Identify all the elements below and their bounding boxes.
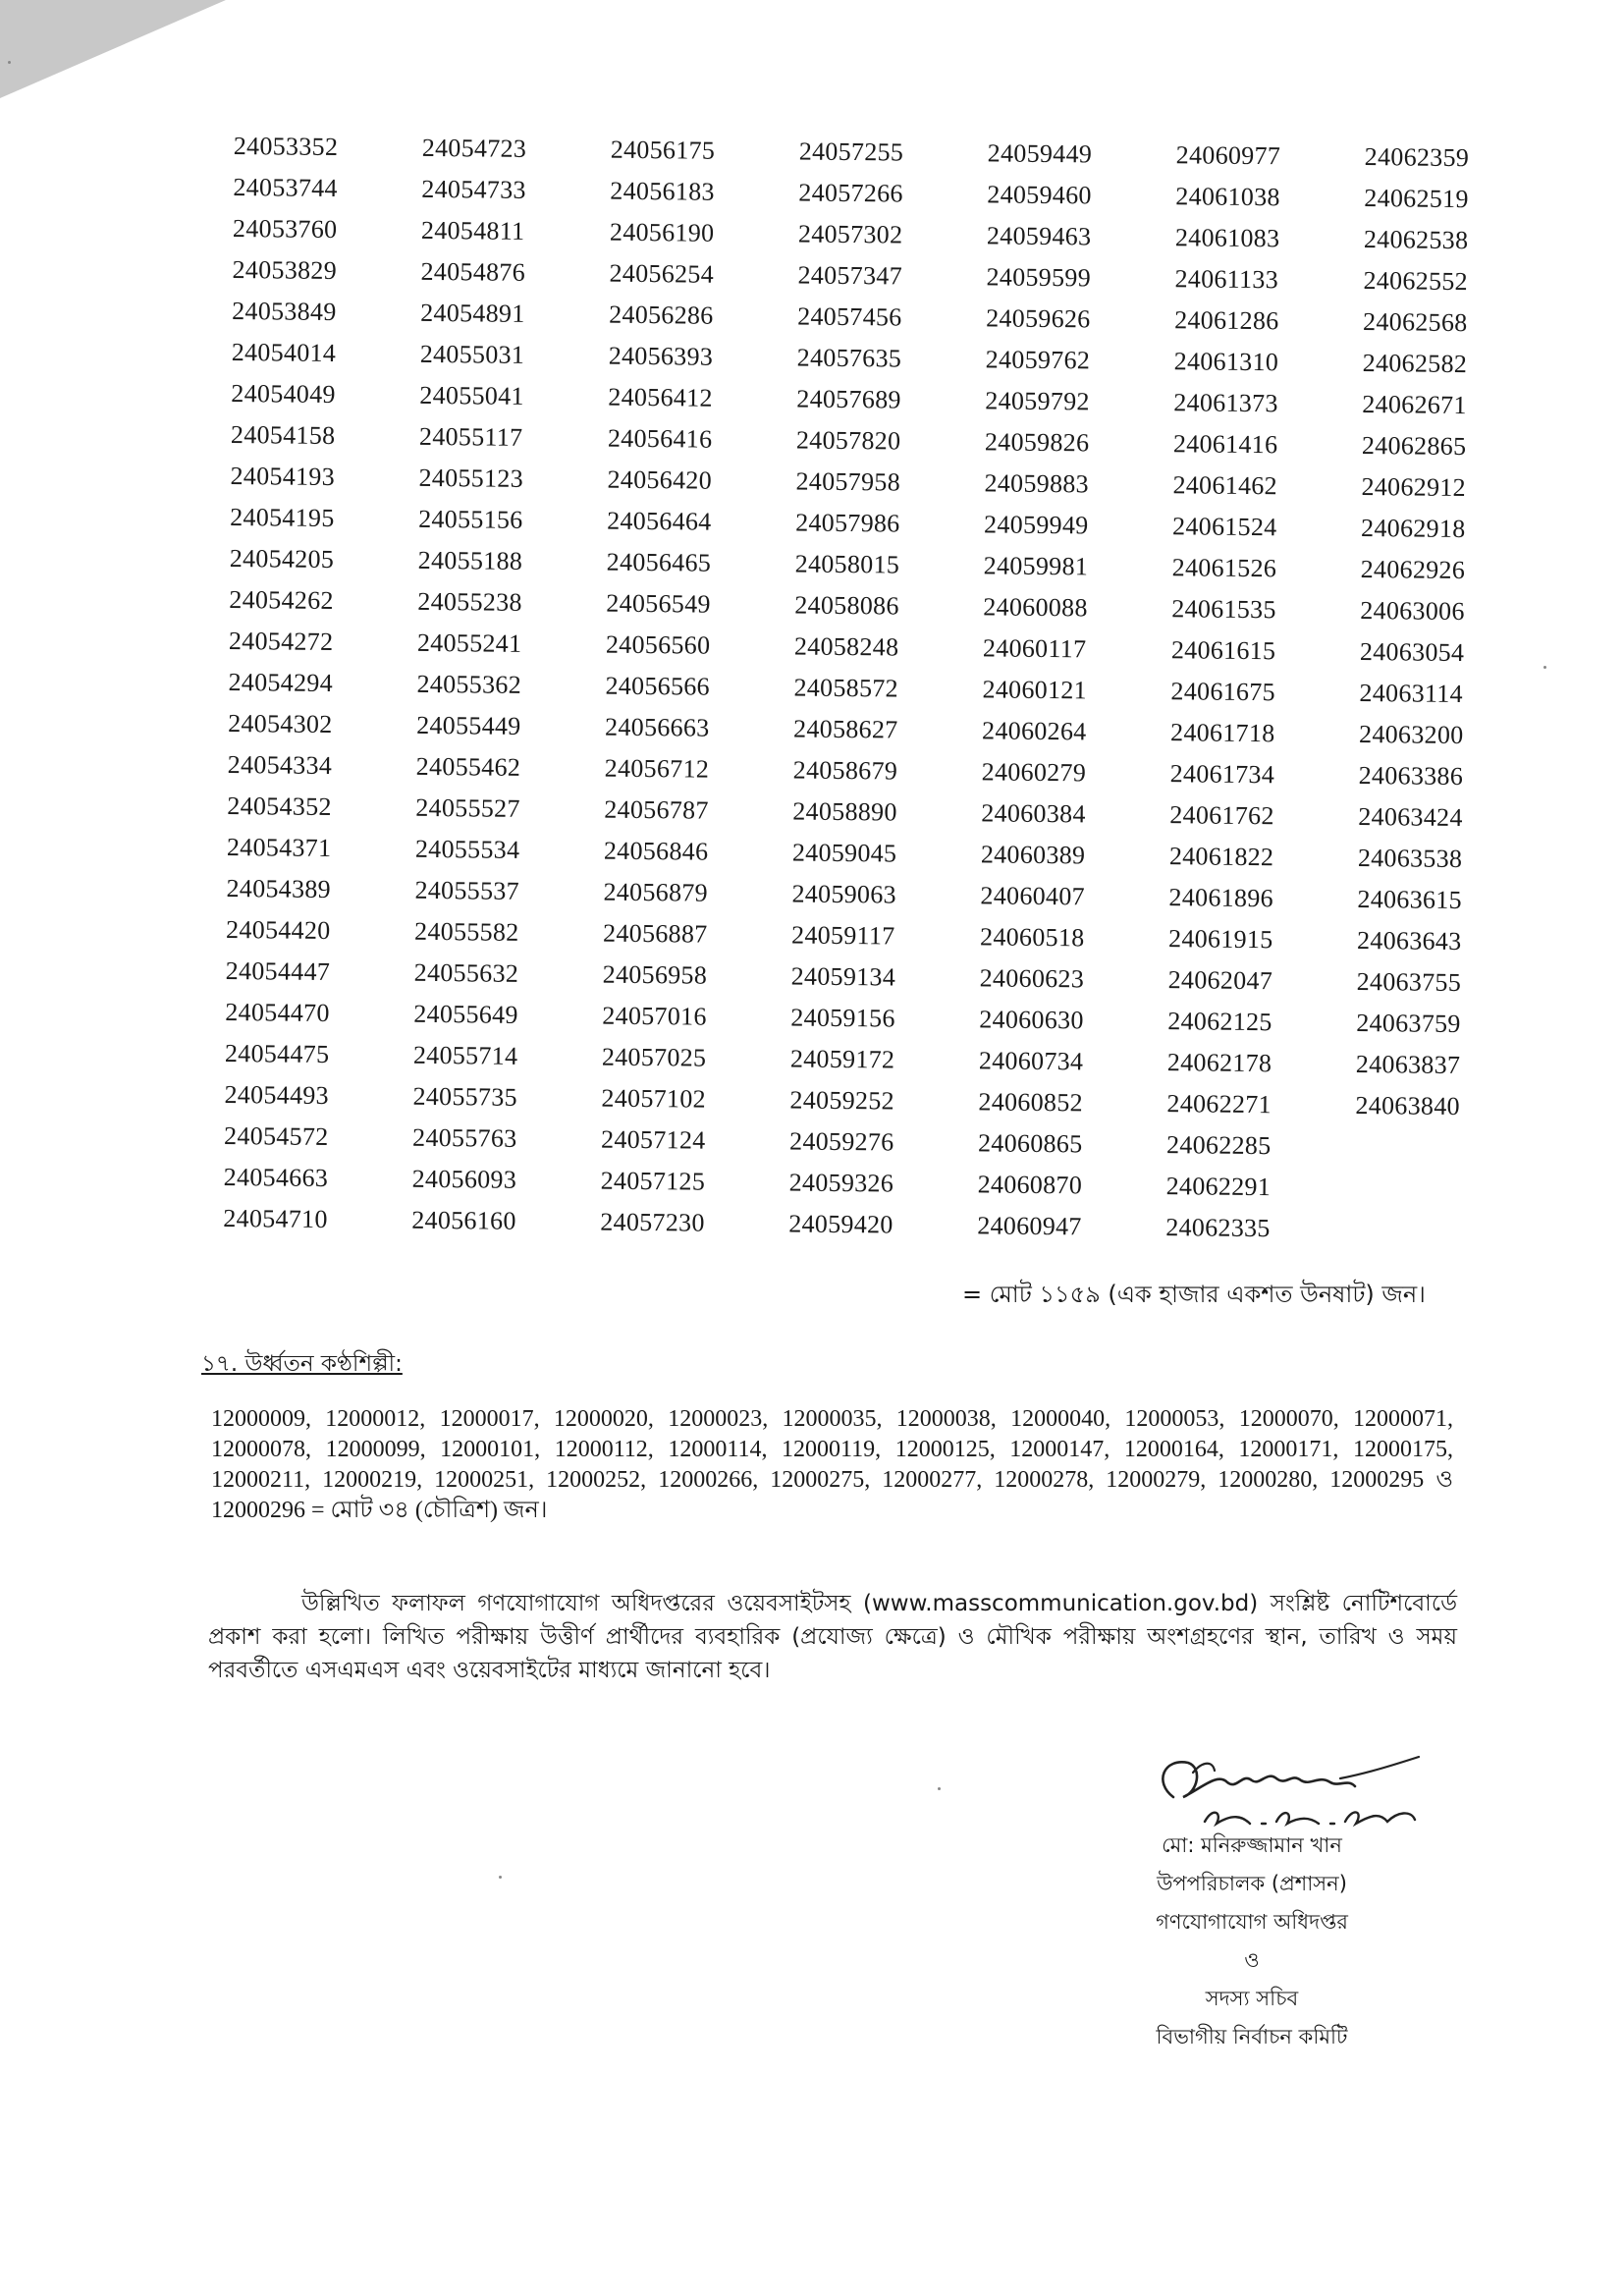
roll-column	[223, 126, 422, 1241]
roll-number: 24060623	[979, 963, 1085, 994]
roll-number: 24053829	[232, 254, 338, 286]
signatory-designation: উপপরিচালক (প্রশাসন)	[1157, 1872, 1347, 1895]
signature-block	[1090, 1827, 1414, 2056]
roll-number: 24059599	[986, 262, 1092, 293]
signatory-conjunction: ও	[1244, 1948, 1260, 1972]
roll-number: 24062552	[1363, 266, 1469, 297]
roll-number: 24053760	[232, 213, 338, 245]
roll-number: 24055462	[415, 751, 521, 782]
roll-number: 24056254	[609, 258, 715, 289]
roll-number: 24057124	[600, 1124, 706, 1155]
roll-number: 24054205	[229, 543, 335, 574]
roll-number: 24061734	[1169, 759, 1275, 790]
roll-number: 24063006	[1360, 596, 1465, 627]
roll-number: 24063643	[1356, 926, 1462, 956]
roll-number: 24059156	[790, 1003, 895, 1033]
signatory-committee: বিভাগীয় নির্বাচন কমিটি	[1156, 2025, 1348, 2048]
roll-number: 24058679	[792, 755, 898, 786]
roll-number: 24054572	[223, 1120, 329, 1151]
roll-number: 24057255	[798, 137, 904, 167]
roll-number: 24054193	[230, 461, 336, 492]
page-fold-shadow	[0, 0, 226, 98]
roll-number: 24053849	[232, 296, 337, 327]
roll-column	[411, 128, 611, 1243]
roll-number-table	[223, 126, 1553, 1252]
roll-number: 24061524	[1171, 512, 1277, 542]
roll-number: 24057302	[797, 219, 903, 249]
roll-number: 24056958	[602, 959, 708, 990]
roll-number: 24055714	[412, 1040, 518, 1070]
roll-number: 24060407	[980, 881, 1086, 911]
notice-paragraph: উল্লিখিত ফলাফল গণযোগাযোগ অধিদপ্তরের ওয়েবসাইটসহ (www.masscommunication.gov.bd) সংশ্লিষ্ট নোটিশবোর্ডে প্রকাশ করা হলো। লিখিত পরীক্ষায় উত্তীর্ণ প্রার্থীদের ব্যবহারিক (প্রযোজ্য ক্ষেত্রে) ও মৌখিক পরীক্ষায় অংশগ্রহণের স্থান, তারিখ ও সময় পরবর্তীতে এসএমএস এবং ওয়েবসাইটের মাধ্যমে জানানো হবে।	[208, 1591, 1457, 1683]
roll-number: 24057347	[797, 260, 903, 291]
roll-number: 24061526	[1171, 553, 1277, 583]
roll-number: 24058627	[792, 714, 898, 744]
roll-column	[600, 130, 799, 1245]
roll-number: 24058015	[794, 549, 900, 579]
roll-number: 24055582	[413, 916, 519, 947]
signatory-name: মো: মনিরুজ্জামান খান	[1162, 1833, 1342, 1857]
roll-number: 24056160	[411, 1205, 516, 1235]
roll-number: 24062285	[1165, 1130, 1272, 1161]
roll-number: 24059981	[983, 551, 1089, 581]
roll-number: 24061675	[1170, 677, 1276, 707]
roll-number: 24063200	[1358, 720, 1464, 750]
roll-number: 24053744	[233, 172, 338, 203]
roll-number: 24054470	[225, 997, 330, 1027]
roll-number: 24056887	[602, 918, 708, 949]
roll-number: 24063755	[1356, 967, 1462, 998]
roll-number: 24062926	[1360, 555, 1466, 585]
roll-number: 24056412	[608, 382, 713, 412]
roll-number: 24060947	[977, 1211, 1082, 1241]
roll-number: 24061822	[1168, 842, 1274, 872]
roll-number: 24054733	[421, 174, 526, 204]
roll-number: 24059045	[791, 838, 897, 868]
roll-number: 24057689	[796, 384, 901, 414]
roll-number: 24063837	[1355, 1050, 1461, 1080]
roll-number: 24062271	[1166, 1089, 1272, 1120]
roll-number: 24056393	[608, 341, 714, 371]
roll-number: 24063538	[1357, 844, 1463, 874]
roll-number: 24062178	[1166, 1048, 1272, 1078]
roll-number: 24062912	[1361, 472, 1467, 503]
roll-number: 24059449	[987, 138, 1093, 169]
roll-number: 24062865	[1361, 431, 1467, 462]
roll-number: 24063424	[1358, 802, 1463, 833]
roll-number: 24054158	[230, 419, 336, 451]
roll-number: 24062918	[1360, 514, 1466, 544]
roll-number: 24058572	[793, 673, 899, 703]
roll-number: 24063114	[1359, 679, 1464, 709]
roll-number: 24054663	[223, 1162, 329, 1192]
roll-number: 24060389	[980, 840, 1086, 870]
roll-number: 24056712	[604, 753, 710, 784]
roll-number: 24056093	[411, 1164, 517, 1194]
roll-number: 24059276	[788, 1126, 894, 1157]
roll-number: 24055241	[416, 628, 522, 658]
roll-number: 24059626	[986, 303, 1091, 334]
roll-number: 24062582	[1362, 349, 1468, 379]
roll-number: 24057820	[795, 425, 901, 456]
roll-number: 24055156	[418, 504, 523, 534]
section-heading: ১৭. উর্ধ্বতন কণ্ঠশিল্পী:	[201, 1351, 403, 1377]
roll-number: 24053352	[233, 131, 339, 162]
roll-number: 24055534	[414, 834, 520, 864]
roll-number: 24059172	[789, 1044, 895, 1074]
roll-number: 24063759	[1356, 1009, 1461, 1039]
roll-number: 24059826	[984, 427, 1090, 458]
roll-number: 24057958	[795, 466, 901, 497]
roll-number: 24061083	[1174, 223, 1280, 253]
signatory-role: সদস্য সচিব	[1205, 1987, 1299, 2010]
roll-number: 24061286	[1174, 305, 1279, 336]
roll-number: 24060852	[978, 1087, 1084, 1118]
roll-number: 24060121	[982, 675, 1088, 705]
roll-number: 24056464	[607, 506, 712, 536]
roll-number: 24057230	[600, 1207, 705, 1237]
roll-number: 24054723	[421, 133, 527, 163]
roll-number: 24058890	[792, 796, 897, 827]
roll-number: 24054294	[228, 667, 334, 697]
roll-number: 24056846	[603, 836, 709, 866]
roll-number: 24056416	[607, 423, 713, 454]
roll-number: 24054475	[224, 1038, 330, 1068]
roll-number: 24060977	[1175, 140, 1281, 171]
roll-number: 24057635	[796, 343, 902, 373]
roll-number: 24056560	[605, 629, 711, 660]
roll-number: 24054710	[223, 1203, 328, 1233]
roll-number: 24054389	[226, 873, 332, 903]
roll-number: 24054371	[226, 832, 332, 862]
roll-number: 24062568	[1362, 307, 1468, 338]
roll-number: 24062519	[1364, 184, 1469, 214]
roll-number: 24057456	[797, 301, 902, 332]
roll-number: 24062335	[1165, 1213, 1271, 1243]
roll-number: 24059762	[985, 345, 1091, 375]
total-count: = মোট ১১৫৯ (এক হাজার একশত উনষাট) জন।	[962, 1281, 1426, 1308]
roll-number: 24056787	[604, 794, 709, 825]
roll-number: 24060630	[979, 1005, 1084, 1035]
roll-number: 24063840	[1355, 1091, 1461, 1121]
scan-speck	[8, 61, 11, 64]
roll-number: 24059883	[984, 468, 1090, 499]
roll-number: 24054811	[420, 215, 525, 246]
roll-number: 24054891	[420, 298, 525, 328]
roll-number: 24059420	[788, 1209, 893, 1239]
roll-number: 24062047	[1167, 965, 1273, 996]
roll-number: 24061615	[1170, 635, 1276, 666]
roll-number: 24059463	[986, 221, 1092, 251]
roll-number: 24059326	[788, 1168, 894, 1198]
roll-number: 24061915	[1167, 924, 1273, 955]
roll-number: 24061718	[1169, 718, 1275, 748]
roll-number: 24055537	[414, 875, 520, 905]
roll-number: 24055649	[413, 999, 518, 1029]
roll-number: 24061373	[1173, 388, 1278, 418]
roll-number: 24054272	[228, 626, 334, 656]
roll-number: 24056420	[607, 464, 713, 495]
roll-number: 24060088	[983, 592, 1088, 623]
roll-number: 24062671	[1362, 390, 1467, 420]
roll-number: 24055117	[418, 421, 523, 452]
roll-number: 24054195	[230, 502, 335, 533]
roll-number: 24062538	[1363, 225, 1469, 255]
roll-number: 24055763	[411, 1122, 517, 1153]
roll-number: 24060384	[981, 798, 1086, 829]
roll-number: 24055123	[418, 463, 524, 493]
roll-number: 24057102	[601, 1083, 707, 1114]
roll-number: 24056465	[606, 547, 712, 577]
signatory-office: গণযোগাযোগ অধিদপ্তর	[1156, 1910, 1348, 1934]
roll-number: 24061133	[1174, 264, 1279, 295]
roll-number: 24055527	[415, 792, 520, 823]
roll-number: 24054302	[228, 708, 333, 738]
roll-number: 24060264	[981, 716, 1087, 746]
roll-number: 24059460	[987, 180, 1092, 210]
roll-number: 24061416	[1172, 429, 1278, 460]
roll-number: 24054493	[224, 1079, 330, 1110]
roll-number: 24055238	[417, 586, 522, 617]
roll-number: 24055735	[412, 1081, 518, 1112]
roll-number: 24060734	[978, 1046, 1084, 1076]
roll-number: 24061762	[1169, 800, 1274, 831]
roll-number: 24062291	[1165, 1172, 1272, 1202]
roll-number: 24055632	[413, 957, 519, 988]
roll-number: 24061535	[1171, 594, 1276, 625]
roll-number: 24062125	[1167, 1007, 1272, 1037]
roll-number: 24055031	[419, 339, 525, 369]
roll-number: 24061038	[1175, 182, 1280, 212]
roll-number: 24054014	[231, 337, 337, 368]
roll-number: 24059134	[790, 961, 896, 992]
roll-column	[1354, 137, 1553, 1252]
roll-number: 24059949	[984, 510, 1089, 540]
roll-number: 24056566	[605, 671, 711, 701]
roll-number: 24060117	[982, 633, 1087, 664]
roll-column	[788, 132, 988, 1247]
roll-number: 24054352	[227, 791, 332, 821]
roll-number: 24057025	[601, 1042, 707, 1072]
roll-number: 24056190	[609, 217, 715, 247]
roll-number: 24055362	[416, 669, 522, 699]
roll-number: 24059792	[985, 386, 1090, 416]
roll-number: 24060518	[979, 922, 1085, 953]
roll-number: 24056286	[609, 300, 714, 330]
roll-number: 24054049	[231, 378, 336, 410]
roll-number: 24058248	[793, 631, 899, 662]
roll-number: 24054876	[420, 256, 526, 287]
roll-number: 24061896	[1168, 883, 1274, 913]
scan-speck	[938, 1787, 941, 1790]
roll-number: 24061310	[1173, 347, 1279, 377]
roll-column	[1165, 135, 1365, 1250]
roll-number: 24057986	[795, 508, 900, 538]
roll-number: 24054334	[227, 749, 333, 780]
roll-number: 24055041	[419, 380, 524, 410]
roll-number: 24060279	[981, 757, 1087, 788]
roll-number: 24063386	[1358, 761, 1464, 792]
roll-number: 24056183	[610, 176, 715, 206]
roll-number: 24059252	[789, 1085, 895, 1116]
roll-number: 24055449	[416, 710, 521, 740]
roll-number: 24061462	[1172, 470, 1278, 501]
roll-number: 24063615	[1357, 885, 1463, 915]
roll-number: 24054262	[229, 584, 334, 615]
handwritten-signature	[1144, 1743, 1438, 1836]
scan-speck	[499, 1876, 502, 1879]
roll-number: 24062359	[1364, 142, 1470, 173]
roll-number: 24056549	[606, 588, 711, 619]
roll-number: 24060865	[977, 1128, 1083, 1159]
roll-number: 24056663	[605, 712, 710, 742]
roll-number: 24057125	[600, 1166, 706, 1196]
roll-number: 24060870	[977, 1170, 1083, 1200]
roll-number: 24054447	[225, 956, 331, 986]
roll-column	[977, 133, 1176, 1248]
section-roll-list: 12000009, 12000012, 12000017, 12000020, 12000023, 12000035, 12000038, 12000040, 12000053, 12000070, 12000071, 12000078, 12000099, 12000101, 12000112, 12000114, 12000119, 12000125, 12000147, 12000164, 12000171, 12000175, 12000211, 12000219, 12000251, 12000252, 12000266, 12000275, 12000277, 12000278, 12000279, 12000280, 12000295 ও 12000296 = মোট ৩৪ (চৌত্রিশ) জন।	[211, 1406, 1453, 1523]
roll-number: 24059063	[791, 879, 897, 909]
roll-number: 24059117	[790, 920, 895, 951]
roll-number: 24057016	[602, 1001, 707, 1031]
roll-number: 24058086	[794, 590, 899, 621]
roll-number: 24055188	[417, 545, 523, 575]
roll-number: 24056879	[603, 877, 709, 907]
roll-number: 24054420	[226, 914, 331, 945]
roll-number: 24056175	[610, 135, 716, 165]
roll-number: 24057266	[798, 178, 903, 208]
roll-number: 24063054	[1359, 637, 1465, 668]
